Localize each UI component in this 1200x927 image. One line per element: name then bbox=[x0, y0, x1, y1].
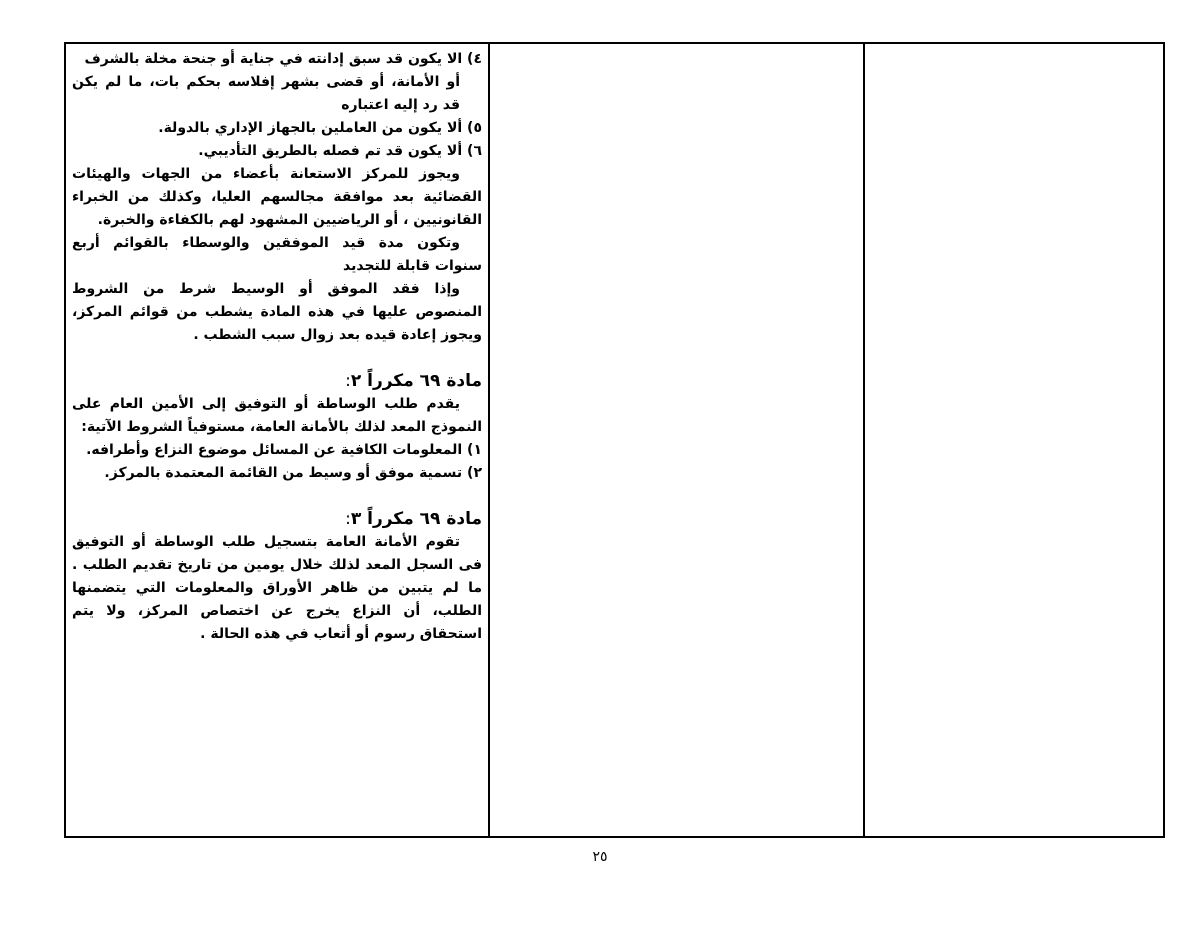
document-table bbox=[64, 42, 1165, 838]
item-text: ألا يكون قد تم فصله بالطريق التأديبي. bbox=[198, 143, 463, 159]
list-item-6 bbox=[72, 140, 482, 163]
paragraph: وإذا فقد الموفق أو الوسيط شرط من الشروط المنصوص عليها في هذه المادة يشطب من قوائم المركز، ويجوز إعادة قيده بعد زوال سبب الشطب . bbox=[72, 281, 482, 343]
empty-column-middle bbox=[490, 44, 865, 836]
item-number: ١) bbox=[467, 442, 482, 458]
item-number: ٢) bbox=[467, 465, 482, 481]
item-text: ألا يكون من العاملين بالجهاز الإداري بالدولة. bbox=[158, 120, 463, 136]
article-body: تقوم الأمانة العامة بتسجيل طلب الوساطة أو التوفيق فى السجل المعد لذلك خلال يومين من تاريخ تقديم الطلب . ما لم يتبين من ظاهر الأوراق والمعلومات التي يتضمنها الطلب، أن النزاع يخرج عن اختصاص المركز، ولا يتم استحقاق رسوم أو أتعاب في هذه الحالة . bbox=[72, 534, 482, 642]
item-text: المعلومات الكافية عن المسائل موضوع النزاع وأطرافه. bbox=[86, 442, 463, 458]
article-intro: يقدم طلب الوساطة أو التوفيق إلى الأمين العام على النموذج المعد لذلك بالأمانة العامة، مستوفياً الشروط الآتية: bbox=[72, 396, 482, 435]
item-number: ٦) bbox=[467, 143, 482, 159]
article-heading bbox=[72, 370, 482, 393]
item-text: الا يكون قد سبق إدانته في جناية أو جنحة مخلة بالشرف bbox=[84, 51, 463, 67]
item-text-continued: أو الأمانة، أو قضى بشهر إفلاسه بحكم بات، ما لم يكن قد رد إليه اعتباره bbox=[72, 74, 460, 113]
article-title: مادة ٦٩ مكرراً ٣ bbox=[350, 509, 482, 529]
article-heading bbox=[72, 508, 482, 531]
list-item-2 bbox=[72, 462, 482, 485]
item-number: ٤) bbox=[467, 51, 482, 67]
paragraph: ويجوز للمركز الاستعانة بأعضاء من الجهات والهيئات القضائية بعد موافقة مجالسهم العليا، وكذلك من الخبراء القانونيين ، أو الرياضيين المشهود لهم بالكفاءة والخبرة. bbox=[72, 166, 482, 228]
article-content bbox=[72, 48, 482, 646]
heading-colon: : bbox=[345, 371, 351, 391]
item-text: تسمية موفق أو وسيط من القائمة المعتمدة بالمركز. bbox=[104, 465, 463, 481]
empty-column-right bbox=[865, 44, 1163, 836]
list-item-5 bbox=[72, 117, 482, 140]
list-item-4 bbox=[72, 48, 482, 117]
article-title: مادة ٦٩ مكرراً ٢ bbox=[350, 371, 482, 391]
list-item-1 bbox=[72, 439, 482, 462]
paragraph: وتكون مدة قيد الموفقين والوسطاء بالقوائم أربع سنوات قابلة للتجديد bbox=[72, 235, 482, 274]
heading-colon: : bbox=[345, 509, 351, 529]
page-number: ٢٥ bbox=[592, 849, 608, 865]
text-column bbox=[66, 44, 490, 836]
item-number: ٥) bbox=[467, 120, 482, 136]
